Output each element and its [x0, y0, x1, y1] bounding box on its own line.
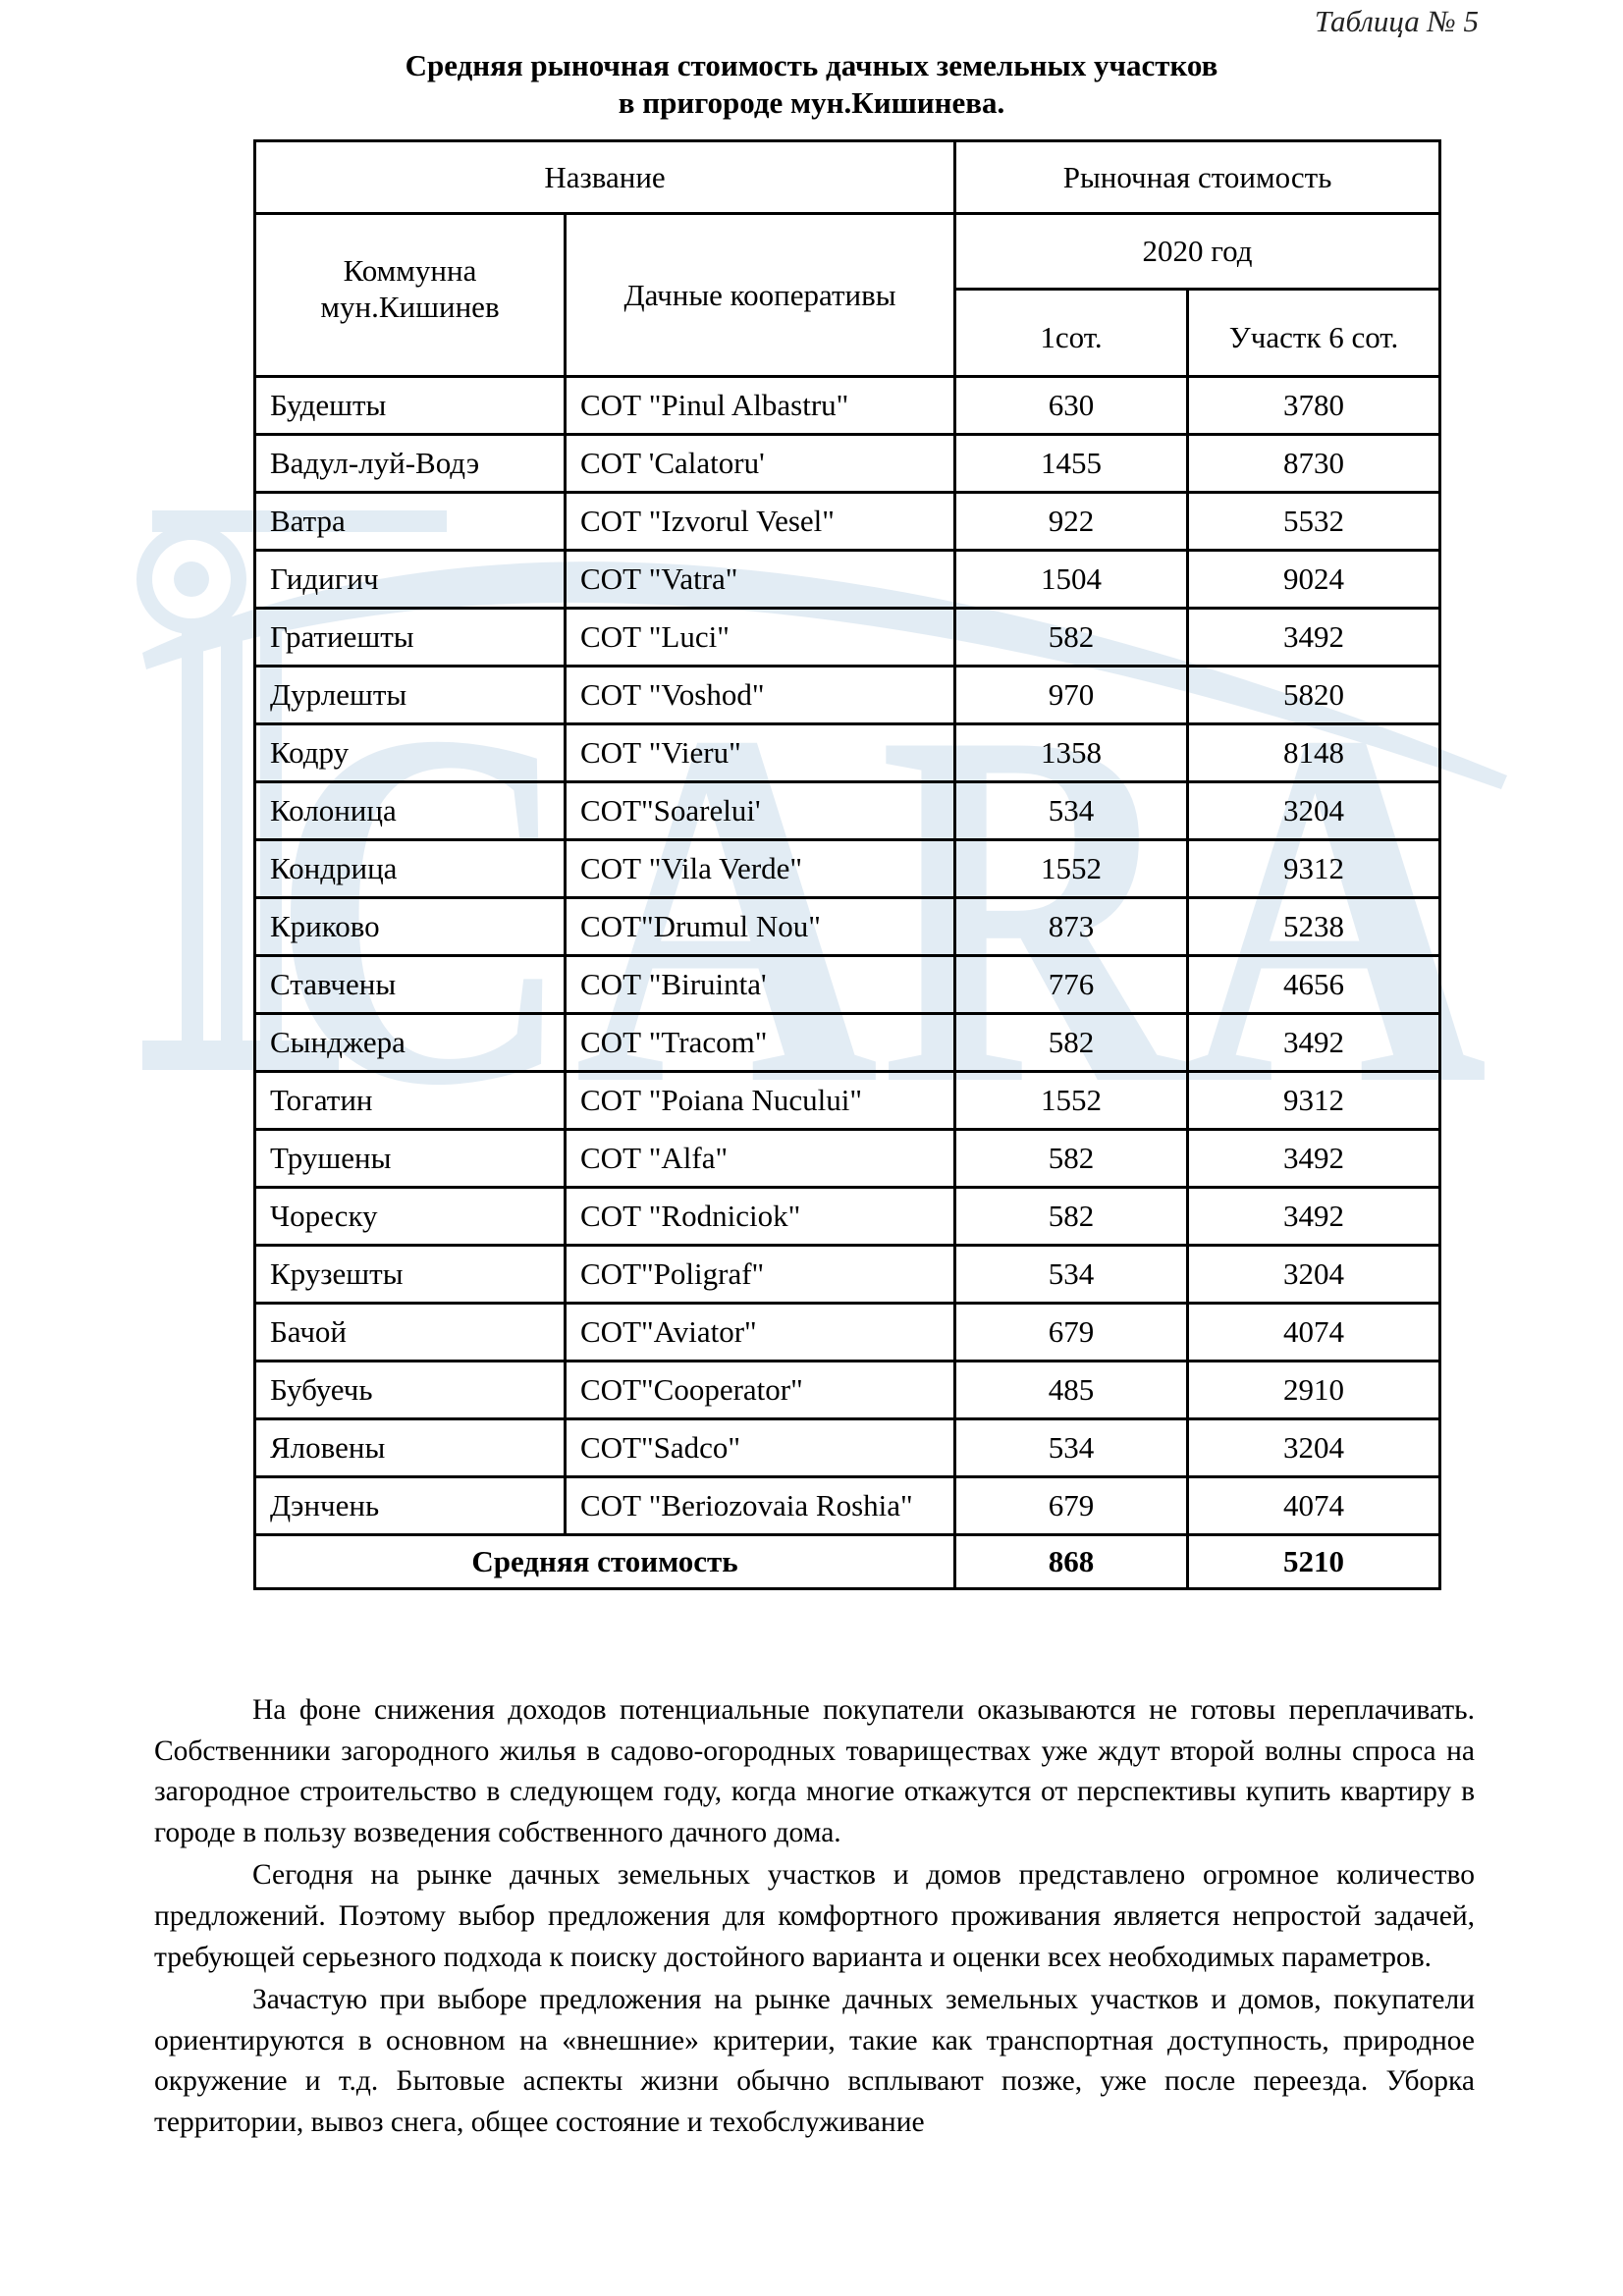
price-plot-6-cell: 5238	[1188, 898, 1440, 956]
cooperative-cell: СОТ "Izvorul Vesel"	[566, 493, 955, 551]
price-plot-6-cell: 3204	[1188, 1419, 1440, 1477]
price-plot-6-cell: 3204	[1188, 782, 1440, 840]
table-row	[255, 956, 1440, 1014]
table-row	[255, 377, 1440, 435]
price-per-sotka-cell: 485	[955, 1362, 1188, 1419]
commune-cell: Дурлешты	[255, 667, 566, 724]
cooperative-cell: СОТ"Aviator"	[566, 1304, 955, 1362]
land-prices-table	[253, 139, 1441, 1590]
average-row	[255, 1535, 1440, 1589]
price-per-sotka-cell: 679	[955, 1477, 1188, 1535]
commune-cell: Бубуечь	[255, 1362, 566, 1419]
table-row	[255, 1304, 1440, 1362]
header-market-value: Рыночная стоимость	[955, 141, 1440, 214]
header-per-sotka: 1сот.	[955, 290, 1188, 377]
paragraph: На фоне снижения доходов потенциальные покупатели оказываются не готовы переплачивать. Собственники загородного жилья в садово-огородных товариществах уже ждут второй волны спроса на загородное строительство в следующем году, когда многие откажутся от перспективы купить квартиру в городе в пользу возведения собственного дачного дома.	[154, 1694, 1475, 1848]
body-text	[154, 1690, 1475, 2146]
title-line-1: Средняя рыночная стоимость дачных земельных участков	[405, 48, 1218, 82]
price-per-sotka-cell: 922	[955, 493, 1188, 551]
commune-cell: Крузешты	[255, 1246, 566, 1304]
table-row	[255, 782, 1440, 840]
price-plot-6-cell: 2910	[1188, 1362, 1440, 1419]
cooperative-cell: СОТ "Tracom"	[566, 1014, 955, 1072]
cooperative-cell: СОТ "Biruinta'	[566, 956, 955, 1014]
commune-cell: Дэнчень	[255, 1477, 566, 1535]
table-number: Таблица № 5	[1314, 4, 1479, 38]
cooperative-cell: СОТ 'Calatoru'	[566, 435, 955, 493]
cooperative-cell: СОТ "Vieru"	[566, 724, 955, 782]
table-row	[255, 724, 1440, 782]
commune-cell: Чореску	[255, 1188, 566, 1246]
watermark-text: CARA	[270, 626, 1488, 1139]
table-row	[255, 1130, 1440, 1188]
table-row	[255, 1477, 1440, 1535]
table-row	[255, 1072, 1440, 1130]
price-plot-6-cell: 9024	[1188, 551, 1440, 609]
cooperative-cell: СОТ"Cooperator"	[566, 1362, 955, 1419]
commune-cell: Кодру	[255, 724, 566, 782]
header-name: Название	[255, 141, 955, 214]
header-plot-6: Участк 6 сот.	[1188, 290, 1440, 377]
price-plot-6-cell: 4074	[1188, 1477, 1440, 1535]
price-plot-6-cell: 8730	[1188, 435, 1440, 493]
table-title	[0, 47, 1623, 122]
table-row	[255, 840, 1440, 898]
table-row	[255, 1246, 1440, 1304]
price-plot-6-cell: 4074	[1188, 1304, 1440, 1362]
table-row	[255, 898, 1440, 956]
price-plot-6-cell: 3492	[1188, 1014, 1440, 1072]
price-plot-6-cell: 3492	[1188, 1188, 1440, 1246]
cooperative-cell: СОТ"Soarelui'	[566, 782, 955, 840]
table-row	[255, 609, 1440, 667]
price-plot-6-cell: 3492	[1188, 609, 1440, 667]
price-per-sotka-cell: 582	[955, 609, 1188, 667]
cooperative-cell: СОТ "Alfa"	[566, 1130, 955, 1188]
price-plot-6-cell: 9312	[1188, 840, 1440, 898]
cooperative-cell: СОТ "Vatra"	[566, 551, 955, 609]
price-per-sotka-cell: 534	[955, 1246, 1188, 1304]
price-per-sotka-cell: 582	[955, 1130, 1188, 1188]
cooperative-cell: СОТ "Luci"	[566, 609, 955, 667]
header-year: 2020 год	[955, 214, 1440, 290]
cooperative-cell: СОТ "Vila Verde"	[566, 840, 955, 898]
price-per-sotka-cell: 970	[955, 667, 1188, 724]
price-per-sotka-cell: 1358	[955, 724, 1188, 782]
cooperative-cell: СОТ"Poligraf"	[566, 1246, 955, 1304]
cooperative-cell: СОТ"Drumul Nou"	[566, 898, 955, 956]
table-row	[255, 435, 1440, 493]
paragraph: Сегодня на рынке дачных земельных участков и домов представлено огромное количество предложений. Поэтому выбор предложения для комфортного проживания является непростой задачей, требующей серьезного подхода к поиску достойного варианта и оценки всех необходимых параметров.	[154, 1859, 1475, 1973]
commune-cell: Будешты	[255, 377, 566, 435]
price-plot-6-cell: 4656	[1188, 956, 1440, 1014]
price-per-sotka-cell: 1552	[955, 840, 1188, 898]
paragraph: Зачастую при выборе предложения на рынке дачных земельных участков и домов, покупатели ориентируются в основном на «внешние» критерии, такие как транспортная доступность, природное окружение и т.д. Бытовые аспекты жизни обычно всплывают позже, уже после переезда. Уборка территории, вывоз снега, общее состояние и техобслуживание	[154, 1984, 1475, 2138]
price-per-sotka-cell: 776	[955, 956, 1188, 1014]
commune-cell: Ставчены	[255, 956, 566, 1014]
commune-cell: Кондрица	[255, 840, 566, 898]
commune-cell: Бачой	[255, 1304, 566, 1362]
commune-cell: Сынджера	[255, 1014, 566, 1072]
price-per-sotka-cell: 1455	[955, 435, 1188, 493]
cooperative-cell: СОТ "Pinul Albastru"	[566, 377, 955, 435]
commune-cell: Трушены	[255, 1130, 566, 1188]
price-per-sotka-cell: 873	[955, 898, 1188, 956]
price-per-sotka-cell: 534	[955, 1419, 1188, 1477]
header-commune: Коммунна мун.Кишинев	[255, 214, 566, 377]
average-label: Средняя стоимость	[255, 1535, 955, 1589]
price-plot-6-cell: 3492	[1188, 1130, 1440, 1188]
table-row	[255, 1188, 1440, 1246]
price-per-sotka-cell: 582	[955, 1188, 1188, 1246]
commune-cell: Вадул-луй-Водэ	[255, 435, 566, 493]
price-per-sotka-cell: 1552	[955, 1072, 1188, 1130]
average-per-sotka: 868	[955, 1535, 1188, 1589]
price-plot-6-cell: 5820	[1188, 667, 1440, 724]
price-plot-6-cell: 8148	[1188, 724, 1440, 782]
commune-cell: Гратиешты	[255, 609, 566, 667]
commune-cell: Яловены	[255, 1419, 566, 1477]
price-per-sotka-cell: 534	[955, 782, 1188, 840]
commune-cell: Ватра	[255, 493, 566, 551]
table-row	[255, 1362, 1440, 1419]
commune-cell: Колоница	[255, 782, 566, 840]
title-line-2: в пригороде мун.Кишинева.	[618, 85, 1005, 120]
header-cooperatives: Дачные кооперативы	[566, 214, 955, 377]
cooperative-cell: СОТ"Sadco"	[566, 1419, 955, 1477]
cooperative-cell: СОТ "Poiana Nucului"	[566, 1072, 955, 1130]
commune-cell: Тогатин	[255, 1072, 566, 1130]
price-per-sotka-cell: 630	[955, 377, 1188, 435]
commune-cell: Гидигич	[255, 551, 566, 609]
average-plot-6: 5210	[1188, 1535, 1440, 1589]
cooperative-cell: СОТ "Beriozovaia Roshia"	[566, 1477, 955, 1535]
cooperative-cell: СОТ "Rodniciok"	[566, 1188, 955, 1246]
price-plot-6-cell: 9312	[1188, 1072, 1440, 1130]
table-row	[255, 667, 1440, 724]
price-plot-6-cell: 3780	[1188, 377, 1440, 435]
table-row	[255, 1419, 1440, 1477]
table-row	[255, 1014, 1440, 1072]
cooperative-cell: СОТ "Voshod"	[566, 667, 955, 724]
price-plot-6-cell: 5532	[1188, 493, 1440, 551]
price-per-sotka-cell: 1504	[955, 551, 1188, 609]
table-row	[255, 551, 1440, 609]
price-plot-6-cell: 3204	[1188, 1246, 1440, 1304]
commune-cell: Криково	[255, 898, 566, 956]
table-row	[255, 493, 1440, 551]
price-per-sotka-cell: 679	[955, 1304, 1188, 1362]
price-per-sotka-cell: 582	[955, 1014, 1188, 1072]
